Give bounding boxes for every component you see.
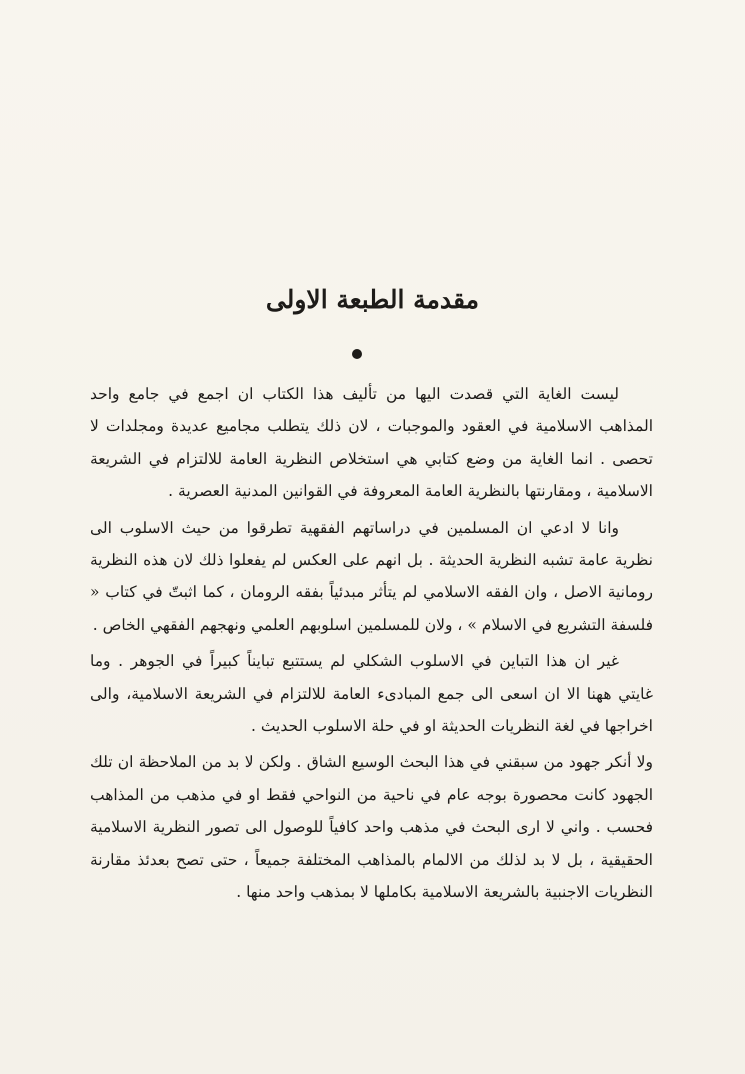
title-ornament-dot [352, 349, 362, 359]
paragraph-4: ولا أنكر جهود من سبقني في هذا البحث الوسيع الشاق . ولكن لا بد من الملاحظة ان تلك الجهود كانت محصورة بوجه عام في ناحية من النواحي فقط او في مذهب من المذاهب فحسب . واني لا ارى البحث في مذهب واحد كافياً للوصول الى تصور النظرية الاسلامية الحقيقية ، بل لا بد لذلك من الالمام بالمذاهب المختلفة جميعاً ، حتى تصح بعدئذ مقارنة النظريات الاجنبية بالشريعة الاسلامية بكاملها لا بمذهب واحد منها . [90, 753, 653, 902]
body-text [90, 378, 653, 909]
paragraph-2: وانا لا ادعي ان المسلمين في دراساتهم الفقهية تطرقوا من حيث الاسلوب الى نظرية عامة تشبه النظرية الحديثة . بل انهم على العكس لم يفعلوا ذلك لان هذه النظرية رومانية الاصل ، وان الفقه الاسلامي لم يتأثر مبدئياً بفقه الرومان ، كما اثبتّ في كتاب « فلسفة التشريع في الاسلام » ، ولان للمسلمين اسلوبهم العلمي ونهجهم الفقهي الخاص . [90, 518, 653, 634]
paragraph-3: غير ان هذا التباين في الاسلوب الشكلي لم يستتبع تبايناً كبيراً في الجوهر . وما غايتي ههنا الا ان اسعى الى جمع المبادىء العامة للالتزام في الشريعة الاسلامية، والى اخراجها في لغة النظريات الحديثة او في حلة الاسلوب الحديث . [90, 652, 653, 736]
page-title: مقدمة الطبعة الاولى [265, 285, 480, 314]
paragraph-1: ليست الغاية التي قصدت اليها من تأليف هذا الكتاب ان اجمع في جامع واحد المذاهب الاسلامية في العقود والموجبات ، لان ذلك يتطلب مجاميع عديدة ومجلدات لا تحصى . انما الغاية من وضع كتابي هي استخلاص النظرية العامة للالتزام في الشريعة الاسلامية ، ومقارنتها بالنظرية العامة المعروفة في القوانين المدنية العصرية . [90, 385, 653, 501]
